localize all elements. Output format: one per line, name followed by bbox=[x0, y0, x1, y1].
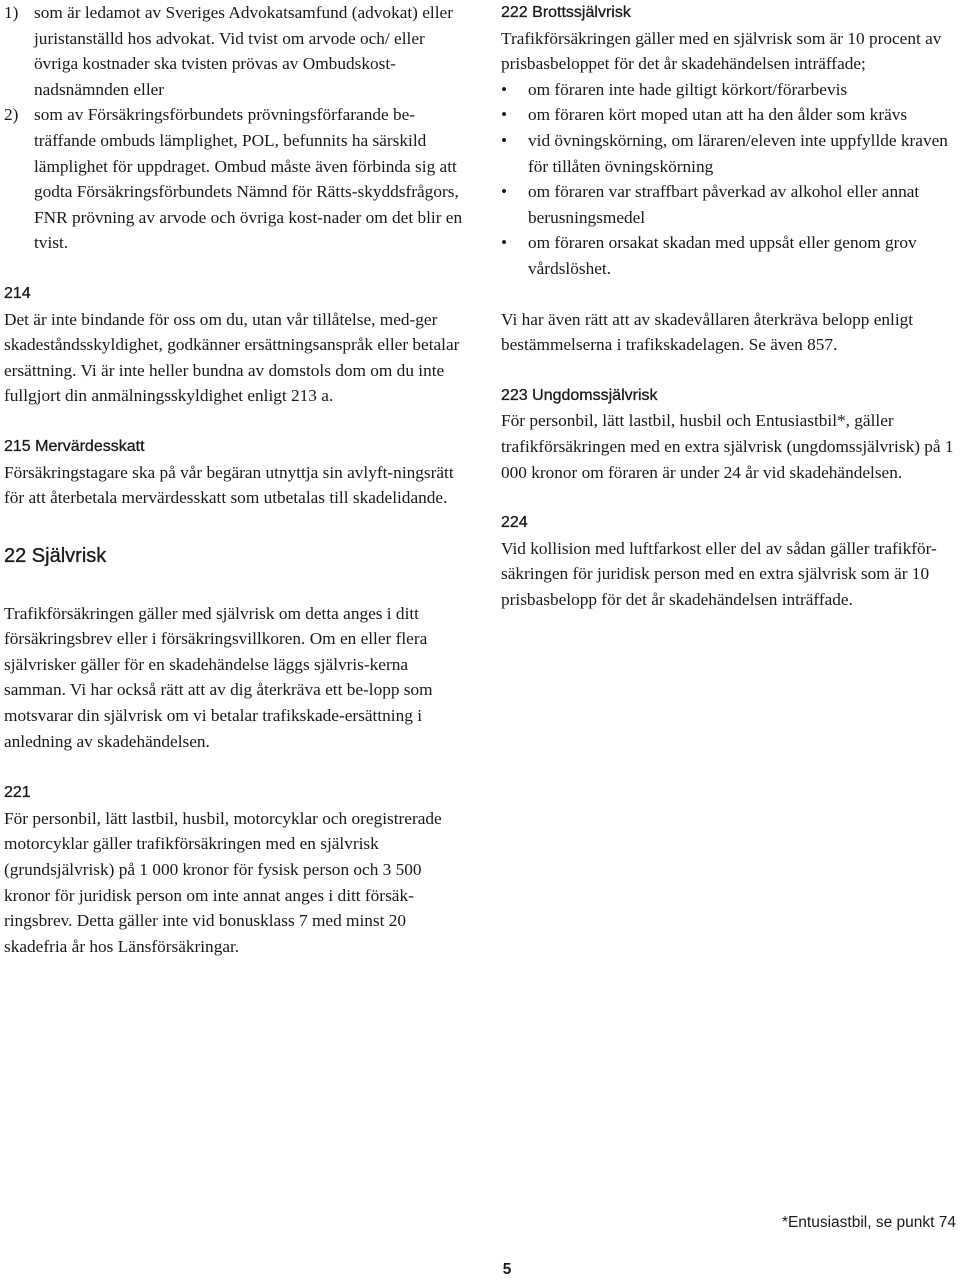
list-item-number: 1) bbox=[4, 3, 19, 22]
list-item-number: 2) bbox=[4, 105, 19, 125]
section-222-heading: 222 Brottssjälvrisk bbox=[501, 4, 631, 21]
section-214-text: Det är inte bindande för oss om du, utan vår tillåtelse, med-ger skadeståndsskyldighet, godkänner ersättningsanspråk eller betalar ersättning. Vi är inte heller bundna av domstols dom om du inte fullgjort din anmälningsskyldighet enligt 213 a. bbox=[4, 309, 460, 406]
page-number: 5 bbox=[502, 1261, 512, 1278]
section-222-intro: Trafikförsäkringen gäller med en självrisk som är 10 procent av prisbasbeloppet för det år skadehändelsen inträffade; bbox=[501, 28, 942, 74]
section-215-heading: 215 Mervärdesskatt bbox=[4, 437, 145, 455]
footnote: *Entusiastbil, se punkt 74 bbox=[781, 1214, 956, 1231]
section-224-heading: 224 bbox=[501, 514, 528, 532]
section-222-list bbox=[501, 77, 960, 282]
list-item bbox=[4, 0, 466, 102]
list-item: • om föraren orsakat skadan med uppsåt eller genom grov vårdslöshet. bbox=[501, 230, 960, 281]
list-item: • om föraren inte hade giltigt körkort/förarbevis bbox=[501, 77, 960, 103]
section-223-text: För personbil, lätt lastbil, husbil och Entusiastbil*, gäller trafikförsäkringen med en extra självrisk (ungdomssjälvrisk) på 1 000 kronor om föraren är under 24 år vid skadehändelsen. bbox=[501, 411, 954, 482]
bullet-icon: • bbox=[501, 130, 508, 150]
list-item-text: som är ledamot av Sveriges Advokatsamfund (advokat) eller juristanställd hos advokat. Vid tvist om arvode och/ eller övriga kostnader ska tvisten prövas av Ombudskost-nadsnämnden eller bbox=[34, 3, 453, 99]
list-item: • vid övningskörning, om läraren/eleven inte uppfyllde kraven för tillåten övningskörning bbox=[501, 128, 960, 179]
section-214-heading: 214 bbox=[4, 284, 31, 302]
list-item-text: som av Försäkringsförbundets prövningsförfarande be-träffande ombuds lämplighet, POL, befunnits ha särskild lämplighet för uppdraget. Ombud måste även förbinda sig att godta Försäkringsförbundets Nämnd för Rätts-skyddsfrågors, FNR prövning av arvode och övriga kost-nader om det blir en tvist. bbox=[34, 105, 463, 253]
section-223-heading: 223 Ungdomssjälvrisk bbox=[501, 386, 658, 404]
list-item bbox=[4, 102, 466, 256]
bullet-icon: • bbox=[501, 233, 508, 253]
left-column bbox=[4, 0, 466, 959]
section-22-text: Trafikförsäkringen gäller med självrisk om detta anges i ditt försäkringsbrev eller i försäkringsvillkoren. Om en eller flera självrisker gäller för en skadehändelse läggs självris-kerna samman. Vi har också rätt att av dig återkräva ett be-lopp som motsvarar din självrisk om vi betalar trafikskade-ersättning i anledning av skadehändelsen. bbox=[4, 603, 433, 751]
section-22-heading: 22 Självrisk bbox=[4, 544, 107, 567]
list-item: • om föraren kört moped utan att ha den ålder som krävs bbox=[501, 102, 960, 128]
section-221-heading: 221 bbox=[4, 784, 31, 802]
section-215-text: Försäkringstagare ska på vår begäran utnyttja sin avlyft-ningsrätt för att återbetala mervärdesskatt som utbetalas till skadelidande. bbox=[4, 462, 454, 508]
bullet-icon: • bbox=[501, 105, 508, 125]
section-221-text: För personbil, lätt lastbil, husbil, motorcyklar och oregistrerade motorcyklar gäller trafikförsäkringen med en självrisk (grundsjälvrisk) på 1 000 kronor för fysisk person och 3 500 kronor för juridisk person om inte annat anges i ditt försäk-ringsbrev. Detta gäller inte vid bonusklass 7 med minst 20 skadefria år hos Länsförsäkringar. bbox=[4, 808, 442, 956]
list-item: • om föraren var straffbart påverkad av alkohol eller annat berusningsmedel bbox=[501, 179, 960, 230]
right-column bbox=[501, 0, 960, 612]
section-222-after: Vi har även rätt att av skadevållaren återkräva belopp enligt bestämmelserna i trafikskadelagen. Se även 857. bbox=[501, 309, 914, 355]
bullet-icon: • bbox=[501, 182, 508, 202]
section-224-text: Vid kollision med luftfarkost eller del av sådan gäller trafikför-säkringen för juridisk person med en extra självrisk som är 10 prisbasbelopp för det år skadehändelsen inträffade. bbox=[501, 538, 937, 609]
bullet-icon: • bbox=[501, 79, 508, 99]
